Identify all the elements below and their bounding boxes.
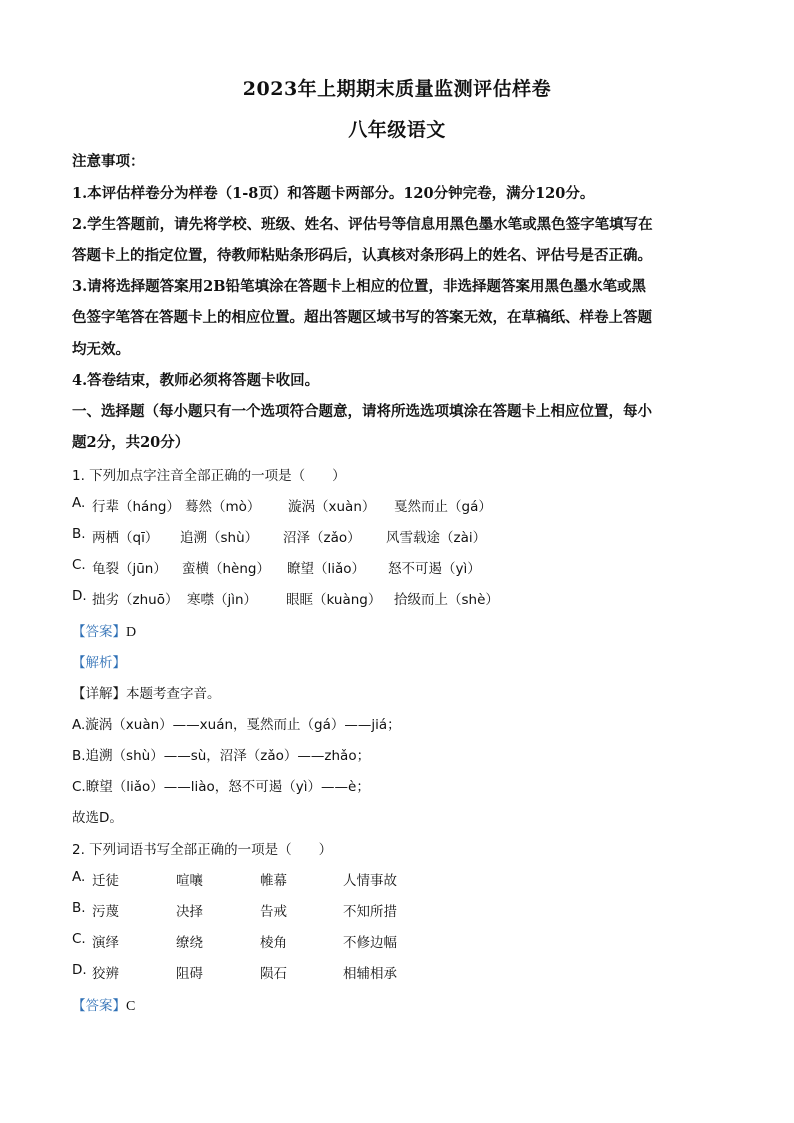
answer-value: D — [126, 625, 137, 640]
option-word: 决择 — [176, 904, 203, 920]
option-word: 风雪载途（zài） — [386, 530, 487, 546]
option-letter: B. — [72, 526, 86, 542]
option-word: 陨石 — [260, 966, 287, 982]
option-word: 龟裂（jūn） — [92, 561, 167, 577]
section-heading: 一、选择题（每小题只有一个选项符合题意，请将所选选项填涂在答题卡上相应位置，每小 — [72, 403, 652, 420]
option-word: 相辅相承 — [343, 966, 397, 982]
question-1-detail — [72, 682, 221, 702]
notice-item: 3.请将选择题答案用2B铅笔填涂在答题卡上相应的位置，非选择题答案用黑色墨水笔或黑 — [72, 278, 646, 295]
answer-label: 【答案】 — [72, 624, 126, 640]
option-word: 人情事故 — [343, 873, 397, 889]
section-heading-cont: 题2分，共20分） — [72, 434, 190, 451]
exam-title: 2023年上期期末质量监测评估样卷 — [242, 78, 552, 100]
option-word: 两栖（qī） — [92, 530, 159, 546]
option-word: 狡辨 — [92, 966, 119, 982]
question-1-analysis — [72, 651, 126, 671]
explanation-line: 故选D。 — [72, 810, 123, 826]
notice-item: 2.学生答题前，请先将学校、班级、姓名、评估号等信息用黑色墨水笔或黑色签字笔填写在 — [72, 216, 653, 233]
option-letter: A. — [72, 869, 86, 885]
detail-text: 本题考查字音。 — [126, 686, 221, 702]
option-word: 寒噤（jìn） — [187, 592, 258, 608]
option-word: 拙劣（zhuō） — [92, 592, 179, 608]
option-word: 蓦然（mò） — [185, 499, 261, 515]
answer-label: 【答案】 — [72, 998, 126, 1014]
option-word: 阻碍 — [176, 966, 203, 982]
notice-item: 4.答卷结束，教师必须将答题卡收回。 — [72, 372, 320, 389]
option-word: 眼眶（kuàng） — [286, 592, 382, 608]
option-word: 漩涡（xuàn） — [288, 499, 376, 515]
explanation-line: B.追溯（shù）——sù，沼泽（zǎo）——zhǎo； — [72, 748, 371, 764]
notice-heading: 注意事项： — [72, 153, 145, 170]
option-letter: D. — [72, 962, 87, 978]
exam-subtitle: 八年级语文 — [348, 119, 446, 141]
option-letter: B. — [72, 900, 86, 916]
option-word: 戛然而止（gá） — [394, 499, 492, 515]
option-word: 拾级而上（shè） — [394, 592, 499, 608]
option-word: 瞭望（liǎo） — [287, 561, 366, 577]
explanation-line: A.漩涡（xuàn）——xuán，戛然而止（gá）——jiá； — [72, 717, 401, 733]
option-word: 怒不可遏（yì） — [388, 561, 481, 577]
option-word: 棱角 — [260, 935, 287, 951]
option-word: 污蔑 — [92, 904, 119, 920]
notice-item: 答题卡上的指定位置，待教师粘贴条形码后，认真核对条形码上的姓名、评估号是否正确。 — [72, 247, 652, 264]
option-word: 演绎 — [92, 935, 119, 951]
analysis-label: 【解析】 — [72, 655, 126, 671]
option-word: 缭绕 — [176, 935, 203, 951]
detail-label: 【详解】 — [72, 686, 126, 702]
explanation-line: C.瞭望（liǎo）——liào，怒不可遏（yì）——è； — [72, 779, 370, 795]
option-word: 不知所措 — [343, 904, 397, 920]
answer-value: C — [126, 999, 136, 1014]
option-letter: C. — [72, 557, 86, 573]
option-word: 不修边幅 — [343, 935, 397, 951]
option-word: 行辈（háng） — [92, 499, 180, 515]
question-2-stem: 2. 下列词语书写全部正确的一项是（ ） — [72, 842, 333, 858]
option-letter: D. — [72, 588, 87, 604]
option-word: 喧嚷 — [176, 873, 203, 889]
option-letter: C. — [72, 931, 86, 947]
option-letter: A. — [72, 495, 86, 511]
option-word: 帷幕 — [260, 873, 287, 889]
option-word: 沼泽（zǎo） — [283, 530, 361, 546]
notice-item: 色签字笔答在答题卡上的相应位置。超出答题区域书写的答案无效，在草稿纸、样卷上答题 — [72, 309, 652, 326]
option-word: 追溯（shù） — [180, 530, 259, 546]
notice-item: 均无效。 — [72, 341, 130, 358]
option-word: 告戒 — [260, 904, 287, 920]
option-word: 蛮横（hèng） — [182, 561, 270, 577]
question-1-stem: 1. 下列加点字注音全部正确的一项是（ ） — [72, 468, 346, 484]
question-2-answer — [72, 994, 135, 1015]
option-word: 迁徒 — [92, 873, 119, 889]
notice-item: 1.本评估样卷分为样卷（1-8页）和答题卡两部分。120分钟完卷，满分120分。 — [72, 185, 595, 202]
question-1-answer — [72, 620, 136, 641]
